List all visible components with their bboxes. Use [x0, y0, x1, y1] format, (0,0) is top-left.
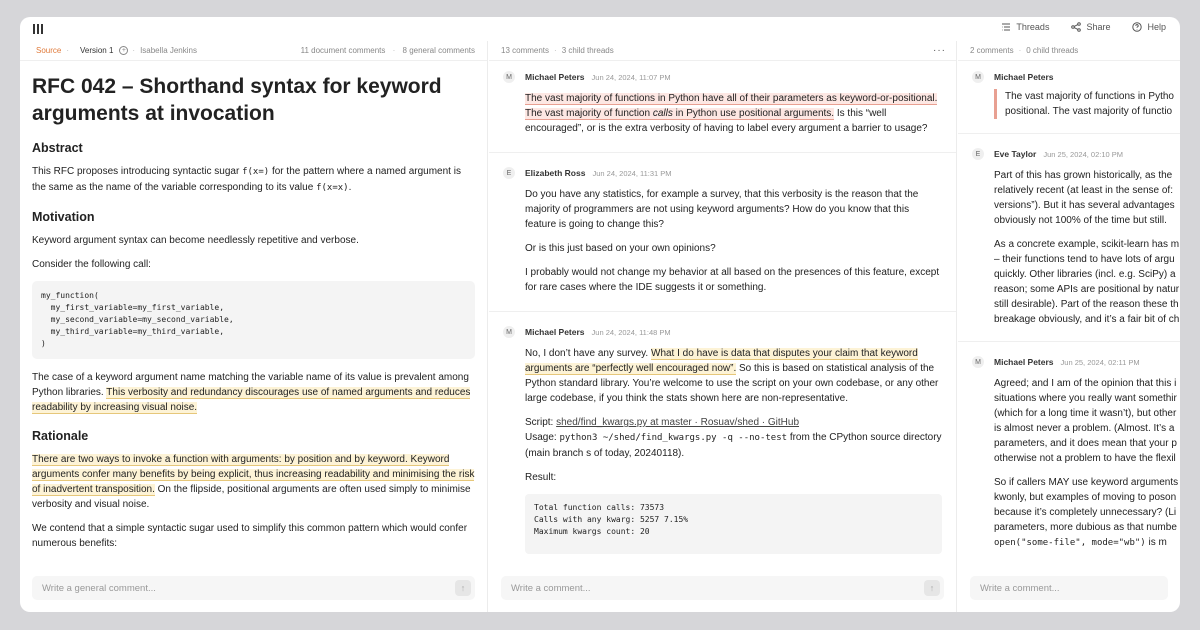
- source-tab[interactable]: Source: [36, 46, 62, 55]
- help-button[interactable]: [1132, 22, 1166, 32]
- document-body: [20, 61, 487, 551]
- comment-input[interactable]: Write a comment... ↑: [501, 576, 944, 600]
- inline-code: open("some-file", mode="wb"): [994, 538, 1146, 548]
- child-thread-header: 2 comments · 0 child threads: [958, 41, 1180, 61]
- document-comments-count[interactable]: 11 document comments: [300, 46, 386, 55]
- comment-time: Jun 24, 2024, 11:07 PM: [591, 72, 671, 82]
- highlighted-text[interactable]: The vast majority of functions in Python have all of their parameters as keyword-or-positional. The vast majority of function calls in Python use positional arguments.: [525, 93, 938, 119]
- page-title: RFC 042 – Shorthand syntax for keyword arguments at invocation: [32, 75, 442, 125]
- highlighted-text[interactable]: There are two ways to invoke a function with arguments: by position and by keyword. Keyword arguments confer many benefits by being explicit, thus increasing readability and minimising the risk of inadvertent transposition.: [32, 454, 475, 495]
- comment-text: So if callers MAY use keyword arguments kwonly, but examples of moving to poson because it’s completely unnecessary? (Li parameters, more dubious as that numbe open("some-file", mode="wb") is m: [994, 477, 1179, 548]
- comment-text: Usage: python3 ~/shed/find_kwargs.py -q --no-test from the CPython source directory (main branch s of today, 20240118).: [525, 432, 942, 459]
- share-button[interactable]: [1071, 22, 1110, 32]
- comment-text: The vast majority of functions in Python have all of their parameters as keyword-or-positional. The vast majority of function calls in Python use positional arguments. Is this “well encouraged”, or is the extra verbosity of having to label every argument a barrier to usage?: [525, 93, 938, 134]
- comment-author: Michael Peters: [994, 72, 1054, 82]
- comment-time: Jun 25, 2024, 02:11 PM: [1060, 357, 1140, 367]
- general-comment-input[interactable]: Write a general comment... ↑: [32, 576, 475, 600]
- comment-author: Eve Taylor: [994, 149, 1037, 159]
- comment: [972, 354, 1179, 551]
- abstract-paragraph: This RFC proposes introducing syntactic sugar f(x=) for the pattern where a named argument is the same as the name of the variable corresponding to its value f(x=x).: [32, 166, 461, 193]
- comment-author: Michael Peters: [525, 72, 585, 82]
- abstract-heading: Abstract: [32, 141, 83, 155]
- app-window: [20, 17, 1180, 612]
- rationale-heading: Rationale: [32, 429, 89, 443]
- inline-code: python3 ~/shed/find_kwargs.py -q --no-test: [559, 433, 788, 443]
- general-comments-count[interactable]: 8 general comments: [402, 46, 475, 55]
- comment-text: Script: shed/find_kwargs.py at master · Rosuav/shed · GitHub: [525, 417, 800, 428]
- comment-author: Michael Peters: [525, 327, 585, 337]
- highlighted-text[interactable]: What I do have is data that disputes your claim that keyword arguments are “perfectly well encouraged now”.: [525, 348, 918, 374]
- divider: [958, 341, 1180, 342]
- document-column: [20, 41, 488, 612]
- comment-input[interactable]: Write a comment...: [970, 576, 1168, 600]
- threads-button[interactable]: [1001, 22, 1049, 32]
- more-menu-icon[interactable]: ···: [933, 45, 946, 56]
- comment: [503, 165, 942, 295]
- help-icon: [1132, 22, 1142, 32]
- top-actions: [1001, 22, 1166, 32]
- comment-author: Michael Peters: [994, 357, 1054, 367]
- comment-text: I probably would not change my behavior at all based on the presences of this feature, except for rare cases where the IDE suggests it or something.: [525, 267, 940, 293]
- comment-time: Jun 24, 2024, 11:31 PM: [592, 168, 672, 178]
- comment-text: As a concrete example, scikit-learn has m – their functions tend to have lots of argu quickly. Other libraries (incl. e.g. SciPy) a reason; some APIs are positional by natur still desirable). Part of the reason these th breakage obviously, and it’s a fair bit of ch: [994, 239, 1180, 325]
- top-bar: [20, 17, 1180, 41]
- avatar: M: [972, 71, 984, 83]
- threads-label: Threads: [1016, 22, 1050, 32]
- code-block: my_function( my_first_variable=my_first_variable, my_second_variable=my_second_variable, my_third_variable=my_third_variable, ): [32, 281, 475, 359]
- document-author: Isabella Jenkins: [140, 46, 197, 55]
- avatar: M: [503, 71, 515, 83]
- avatar: E: [503, 167, 515, 179]
- thread-comments-count: 13 comments: [501, 46, 550, 55]
- comment-counts: 11 document comments · 8 general comments: [300, 46, 475, 55]
- inline-code: f(x=x): [316, 183, 349, 193]
- comment: [503, 69, 942, 136]
- logo-icon: [33, 24, 43, 34]
- version-selector[interactable]: Version 1: [80, 46, 114, 55]
- quoted-text: The vast majority of functions in Pytho positional. The vast majority of functio: [994, 89, 1166, 119]
- help-label: Help: [1147, 22, 1166, 32]
- motivation-heading: Motivation: [32, 210, 95, 224]
- result-code-block: Total function calls: 73573 Calls with any kwarg: 5257 7.15% Maximum kwargs count: 20: [525, 494, 942, 554]
- thread-header: 13 comments · 3 child threads ···: [489, 41, 956, 61]
- comment-text: Result:: [525, 472, 557, 483]
- share-icon: [1071, 22, 1081, 32]
- comment-text: Or is this just based on your own opinions?: [525, 243, 716, 254]
- divider: [489, 152, 957, 153]
- comment: [972, 69, 1174, 119]
- comment: [503, 324, 942, 554]
- share-label: Share: [1086, 22, 1111, 32]
- comment-text: No, I don’t have any survey. What I do have is data that disputes your claim that keyword arguments are “perfectly well encouraged now”. So this is based on statistical analysis of the Python standard library. You’re welcome to use the script on your own codebase, or any other large codebase, if you think the stats shown here are non-representative.: [525, 348, 939, 404]
- comment-author: Elizabeth Ross: [525, 168, 586, 178]
- comment-text: Part of this has grown historically, as the relatively recent (at least in the sense of: versions”). But it has several advantages obviously not 100% of the time but still.: [994, 170, 1175, 226]
- child-threads-count[interactable]: 3 child threads: [561, 46, 614, 55]
- avatar: M: [972, 356, 984, 368]
- comment-text: Do you have any statistics, for example a survey, that this verbosity is the reason that the majority of programmers are not using keyword arguments? How do you know that this feature is going to change this?: [525, 189, 919, 230]
- thread-comments-count: 2 comments: [970, 46, 1014, 55]
- comment-list: [958, 61, 1180, 551]
- add-version-icon[interactable]: +: [119, 46, 128, 55]
- case-paragraph: The case of a keyword argument name matching the variable name of its value is prevalent among Python libraries. This verbosity and redundancy discourages use of named arguments and reduces readability by increasing visual noise.: [32, 372, 471, 413]
- send-icon[interactable]: ↑: [455, 580, 471, 596]
- send-icon[interactable]: ↑: [924, 580, 940, 596]
- avatar: M: [503, 326, 515, 338]
- divider: [489, 311, 957, 312]
- document-header: Source · Version 1 + · Isabella Jenkins 11 document comments · 8 general comments: [20, 41, 487, 61]
- comment-time: Jun 24, 2024, 11:48 PM: [591, 327, 671, 337]
- inline-code: f(x=): [242, 167, 270, 177]
- comment-time: Jun 25, 2024, 02:10 PM: [1043, 149, 1124, 159]
- highlighted-text[interactable]: This verbosity and redundancy discourages use of named arguments and reduces readability by increasing visual noise.: [32, 387, 471, 413]
- comment: [972, 146, 1180, 327]
- script-link[interactable]: shed/find_kwargs.py at master · Rosuav/shed · GitHub: [556, 417, 800, 428]
- avatar: E: [972, 148, 984, 160]
- comment-text: Agreed; and I am of the opinion that this i situations where you really want somethir (which for a long time it wasn’t), but other is almost never a problem. (Almost. It’s a parameters, and it does mean that your p otherwise not a problem to have the flexil: [994, 378, 1177, 464]
- thread-column: [489, 41, 957, 612]
- rationale-paragraph: There are two ways to invoke a function with arguments: by position and by keyword. Keyword arguments confer many benefits by being explicit, thus increasing readability and minimising the risk of inadvertent transposition. On the flipside, positional arguments are often used simply to minimise verbosity and visual noise.: [32, 454, 475, 510]
- motivation-paragraph: Keyword argument syntax can become needlessly repetitive and verbose.: [32, 235, 359, 246]
- divider: [958, 133, 1180, 134]
- threads-icon: [1001, 22, 1011, 32]
- child-thread-column: [958, 41, 1180, 612]
- comment-list: [489, 61, 956, 554]
- contend-paragraph: We contend that a simple syntactic sugar used to simplify this common pattern which would confer numerous benefits:: [32, 523, 468, 549]
- child-threads-count[interactable]: 0 child threads: [1026, 46, 1079, 55]
- motivation-paragraph: Consider the following call:: [32, 259, 151, 270]
